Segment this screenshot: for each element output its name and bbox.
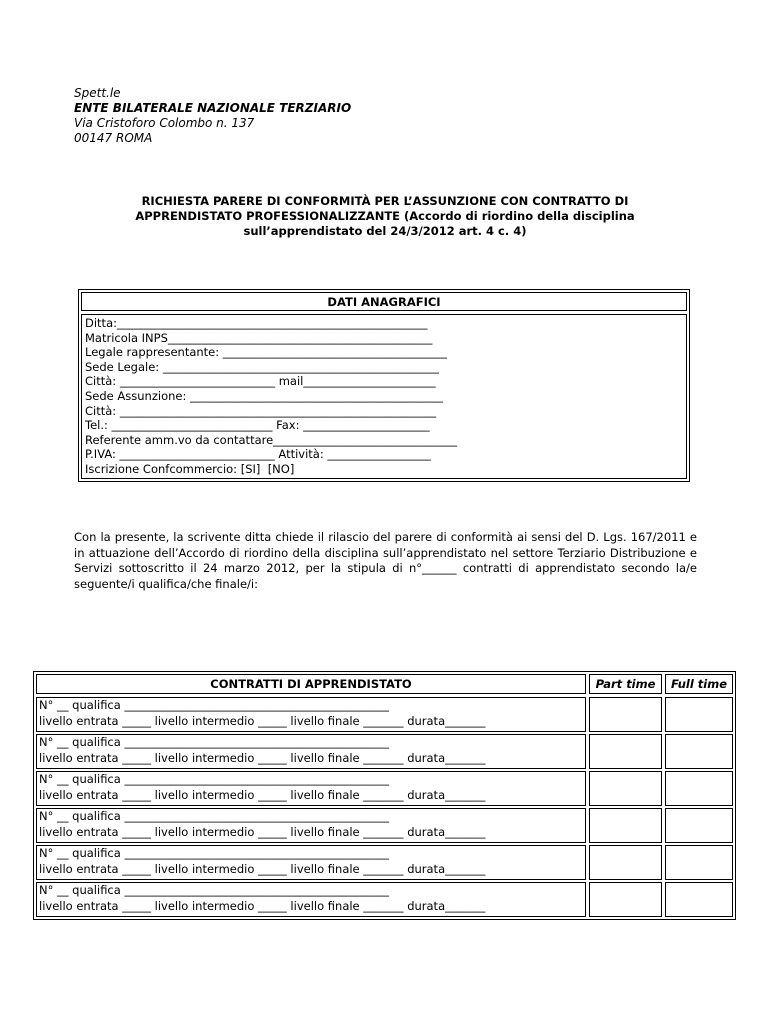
full-time-cell[interactable]	[665, 697, 733, 732]
part-time-cell[interactable]	[589, 882, 662, 917]
field-ditta[interactable]: Ditta:______________________________________________________	[85, 316, 428, 330]
title-line-1: RICHIESTA PARERE DI CONFORMITÀ PER L’ASSUNZIONE CON CONTRATTO DI	[141, 194, 629, 208]
contract-row	[36, 697, 586, 732]
full-time-cell[interactable]	[665, 808, 733, 843]
part-time-cell[interactable]	[589, 697, 662, 732]
contract-row	[36, 845, 586, 880]
request-paragraph: Con la presente, la scrivente ditta chiede il rilascio del parere di conformità ai sensi del D. Lgs. 167/2011 e in attuazione dell’Accordo di riordino della disciplina sull’apprendistato nel settore Terziario Distribuzione e Servizi sottoscritto il 24 marzo 2012, per la stipula di n°______ contratti di apprendistato secondo la/e seguente/i qualifica/che finale/i:	[74, 530, 697, 591]
full-time-heading: Full time	[665, 674, 733, 694]
field-piva-attivita[interactable]: P.IVA: ___________________________ Attività: __________________	[85, 447, 431, 462]
row-qualifica[interactable]: N° __ qualifica ______________________________________________	[39, 883, 389, 897]
field-citta-mail[interactable]: Città: ___________________________ mail_______________________	[85, 374, 436, 389]
part-time-cell[interactable]	[589, 845, 662, 880]
row-qualifica[interactable]: N° __ qualifica ______________________________________________	[39, 846, 389, 860]
row-livelli[interactable]: livello entrata _____ livello intermedio _____ livello finale _______ durata_______	[39, 787, 486, 802]
row-qualifica[interactable]: N° __ qualifica ______________________________________________	[39, 698, 389, 712]
field-sede-assunzione[interactable]: Sede Assunzione: ____________________________________________	[85, 388, 443, 403]
dati-anagrafici-fields	[81, 314, 687, 479]
field-iscrizione-confcommercio[interactable]: Iscrizione Confcommercio: [SI] [NO]	[85, 461, 295, 476]
row-qualifica[interactable]: N° __ qualifica ______________________________________________	[39, 772, 389, 786]
field-tel-fax[interactable]: Tel.: ____________________________ Fax: ______________________	[85, 418, 430, 433]
recipient-city: 00147 ROMA	[74, 131, 153, 145]
full-time-cell[interactable]	[665, 771, 733, 806]
contratti-table	[33, 671, 736, 920]
part-time-heading: Part time	[589, 674, 662, 694]
title-line-3: sull’apprendistato del 24/3/2012 art. 4 c. 4)	[243, 224, 527, 238]
field-referente[interactable]: Referente amm.vo da contattare________________________________	[85, 432, 458, 447]
row-livelli[interactable]: livello entrata _____ livello intermedio _____ livello finale _______ durata_______	[39, 898, 486, 913]
salutation: Spett.le	[74, 86, 121, 100]
row-qualifica[interactable]: N° __ qualifica ______________________________________________	[39, 735, 389, 749]
row-livelli[interactable]: livello entrata _____ livello intermedio _____ livello finale _______ durata_______	[39, 861, 486, 876]
full-time-cell[interactable]	[665, 882, 733, 917]
title-line-2: APPRENDISTATO PROFESSIONALIZZANTE (Accordo di riordino della disciplina	[135, 209, 635, 223]
field-sede-legale[interactable]: Sede Legale: ________________________________________________	[85, 359, 439, 374]
part-time-cell[interactable]	[589, 734, 662, 769]
recipient-entity: ENTE BILATERALE NAZIONALE TERZIARIO	[74, 101, 352, 115]
contract-row	[36, 808, 586, 843]
row-livelli[interactable]: livello entrata _____ livello intermedio _____ livello finale _______ durata_______	[39, 824, 486, 839]
full-time-cell[interactable]	[665, 845, 733, 880]
full-time-cell[interactable]	[665, 734, 733, 769]
contratti-heading: CONTRATTI DI APPRENDISTATO	[36, 674, 586, 694]
row-livelli[interactable]: livello entrata _____ livello intermedio _____ livello finale _______ durata_______	[39, 713, 486, 728]
dati-anagrafici-box	[78, 289, 690, 482]
document-title	[78, 194, 692, 239]
contract-row	[36, 882, 586, 917]
contract-row	[36, 734, 586, 769]
field-citta[interactable]: Città: _______________________________________________________	[85, 403, 437, 418]
recipient-address	[74, 86, 351, 146]
dati-anagrafici-heading: DATI ANAGRAFICI	[81, 292, 687, 311]
contract-row	[36, 771, 586, 806]
part-time-cell[interactable]	[589, 808, 662, 843]
part-time-cell[interactable]	[589, 771, 662, 806]
field-matricola-inps[interactable]: Matricola INPS______________________________________________	[85, 330, 433, 345]
recipient-street: Via Cristoforo Colombo n. 137	[74, 116, 255, 130]
field-legale-rappresentante[interactable]: Legale rappresentante: _______________________________________	[85, 345, 448, 360]
row-qualifica[interactable]: N° __ qualifica ______________________________________________	[39, 809, 389, 823]
row-livelli[interactable]: livello entrata _____ livello intermedio _____ livello finale _______ durata_______	[39, 750, 486, 765]
